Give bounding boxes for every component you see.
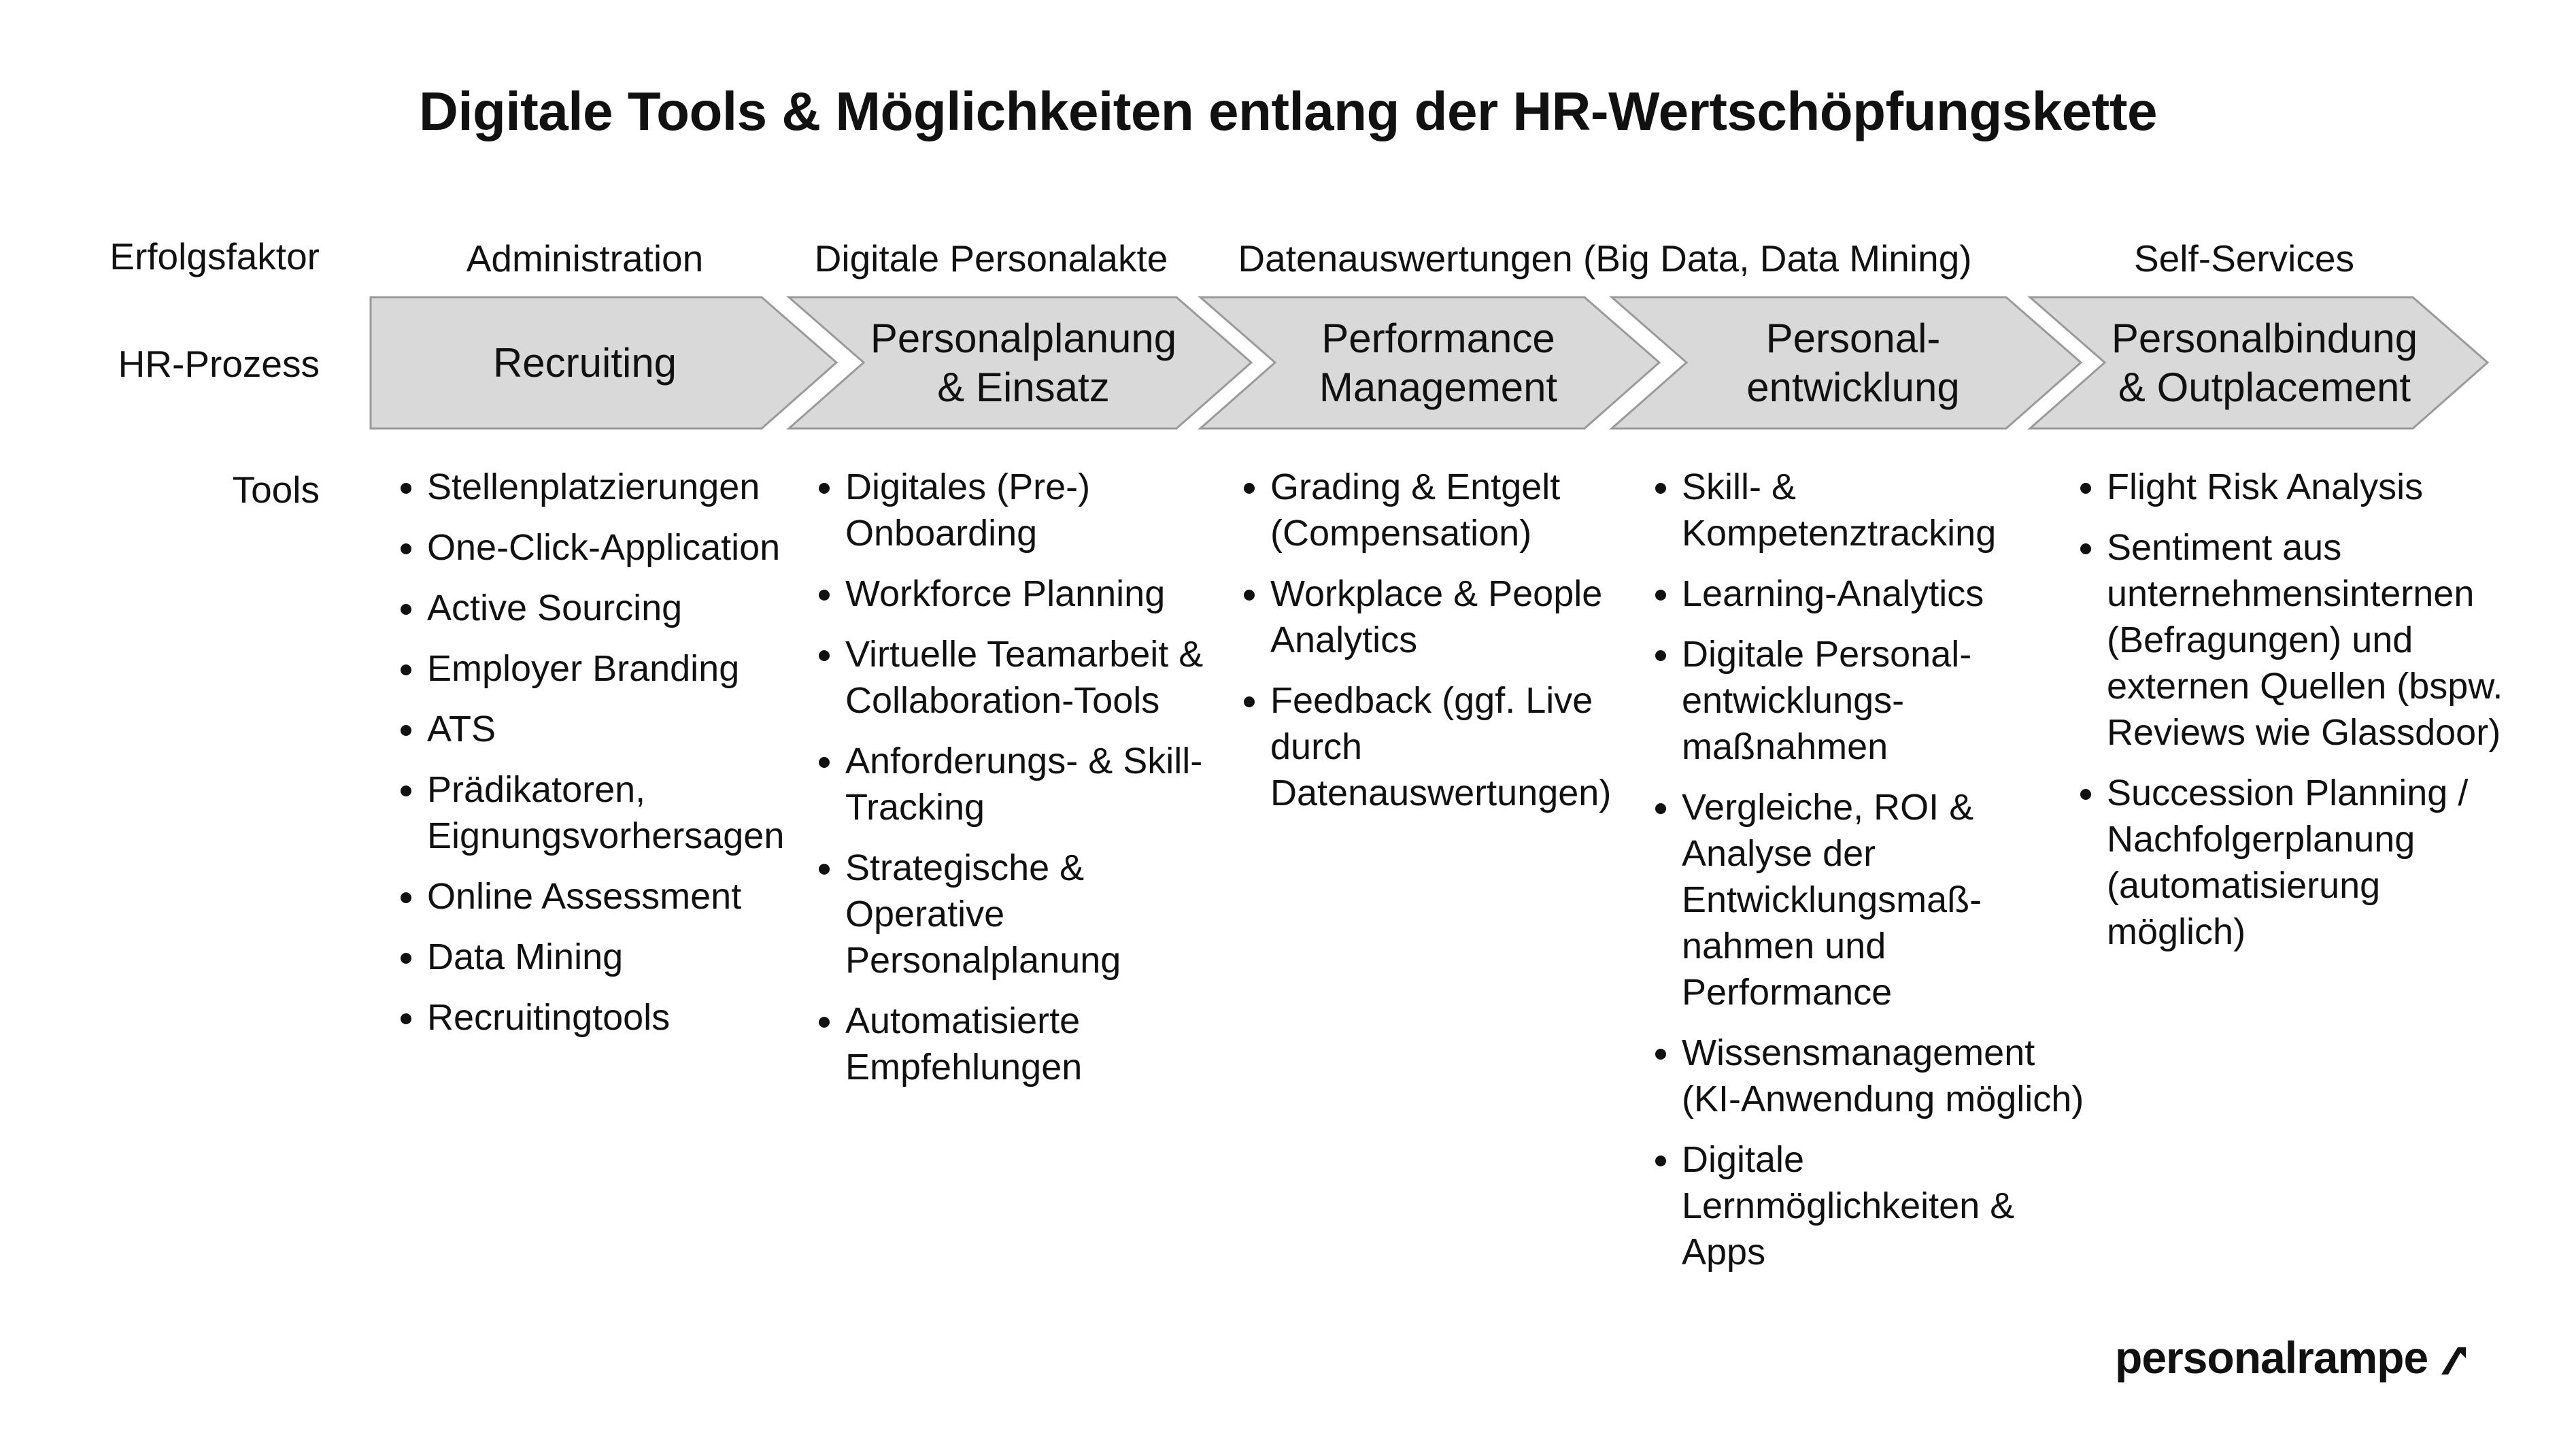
list-item: • Digitales (Pre-) Onboarding bbox=[845, 464, 1253, 556]
process-label-line: Personal- bbox=[1765, 315, 1941, 361]
list-item: • One-Click-Application bbox=[427, 524, 855, 571]
tools-list-performance bbox=[1210, 464, 1689, 830]
list-item: • Flight Risk Analysis bbox=[2107, 464, 2515, 510]
list-item: • Vergleiche, ROI & Analyse der Entwicklungsmaß-nahmen und Performance bbox=[1682, 784, 2086, 1015]
row-label-factor: Erfolgsfaktor bbox=[109, 235, 320, 277]
factor-administration: Administration bbox=[466, 237, 704, 280]
list-item: • Employer Branding bbox=[427, 645, 855, 692]
factor-digitale-personalakte: Digitale Personalakte bbox=[814, 237, 1168, 280]
diagram-title: Digitale Tools & Möglichkeiten entlang der HR-Wertschöpfungskette bbox=[419, 81, 2157, 141]
process-label-recruiting bbox=[371, 297, 799, 428]
list-item: • Workforce Planning bbox=[845, 571, 1253, 617]
slash-arrow-icon bbox=[2440, 1345, 2467, 1376]
list-item: • Digitale Lernmöglichkeiten & Apps bbox=[1682, 1136, 2086, 1275]
list-item: • Sentiment aus unternehmensinternen (Befragungen) und externen Quellen (bspw. Reviews wie Glassdoor) bbox=[2107, 524, 2515, 756]
list-item: • Stellenplatzierungen bbox=[427, 464, 855, 510]
process-label-line: Performance bbox=[1321, 315, 1555, 361]
list-item: • Active Sourcing bbox=[427, 585, 855, 631]
process-label-line: entwicklung bbox=[1746, 364, 1960, 410]
process-label-line: & Outplacement bbox=[2118, 364, 2411, 410]
tools-list-personalentwicklung bbox=[1622, 464, 2086, 1289]
list-item: • Automatisierte Empfehlungen bbox=[845, 998, 1253, 1090]
process-label-line: Personalbindung bbox=[2111, 315, 2418, 361]
list-item: • Strategische & Operative Personalplanung bbox=[845, 845, 1253, 983]
list-item: • Skill- & Kompetenztracking bbox=[1682, 464, 2086, 556]
list-item: • Grading & Entgelt (Compensation) bbox=[1270, 464, 1689, 556]
list-item: • Prädikatoren, Eignungsvorhersagen bbox=[427, 766, 855, 859]
factor-datenauswertungen: Datenauswertungen (Big Data, Data Mining) bbox=[1238, 237, 1972, 280]
process-label-line: Management bbox=[1319, 364, 1558, 410]
process-label-personalentwicklung bbox=[1656, 297, 2050, 428]
process-label-line: Recruiting bbox=[492, 339, 677, 386]
process-label-line: & Einsatz bbox=[937, 364, 1110, 410]
factor-self-services: Self-Services bbox=[2134, 237, 2354, 280]
list-item: • ATS bbox=[427, 706, 855, 752]
tools-list-personalplanung bbox=[785, 464, 1253, 1105]
list-item: • Virtuelle Teamarbeit & Collaboration-Tools bbox=[845, 631, 1253, 724]
row-label-tools: Tools bbox=[232, 469, 320, 511]
list-item: • Succession Planning / Nachfolgerplanung (automatisierung möglich) bbox=[2107, 770, 2515, 955]
list-item: • Learning-Analytics bbox=[1682, 571, 2086, 617]
process-label-personalbindung bbox=[2074, 297, 2455, 428]
row-label-process: HR-Prozess bbox=[118, 343, 320, 385]
list-item: • Anforderungs- & Skill-Tracking bbox=[845, 738, 1253, 830]
tools-list-recruiting bbox=[367, 464, 855, 1055]
list-item: • Recruitingtools bbox=[427, 994, 855, 1041]
brand-logo-text: personalrampe bbox=[2115, 1332, 2428, 1383]
list-item: • Online Assessment bbox=[427, 873, 855, 920]
list-item: • Data Mining bbox=[427, 934, 855, 980]
process-label-line: Personalplanung bbox=[870, 315, 1177, 361]
list-item: • Wissensmanagement (KI-Anwendung möglich) bbox=[1682, 1030, 2086, 1122]
process-label-performance bbox=[1244, 297, 1632, 428]
list-item: • Workplace & People Analytics bbox=[1270, 571, 1689, 663]
brand-logo bbox=[2115, 1332, 2467, 1383]
list-item: • Feedback (ggf. Live durch Datenauswertungen) bbox=[1270, 677, 1689, 816]
list-item: • Digitale Personal-entwicklungs-maßnahmen bbox=[1682, 631, 2086, 770]
process-label-personalplanung bbox=[833, 297, 1214, 428]
tools-list-personalbindung bbox=[2047, 464, 2515, 969]
